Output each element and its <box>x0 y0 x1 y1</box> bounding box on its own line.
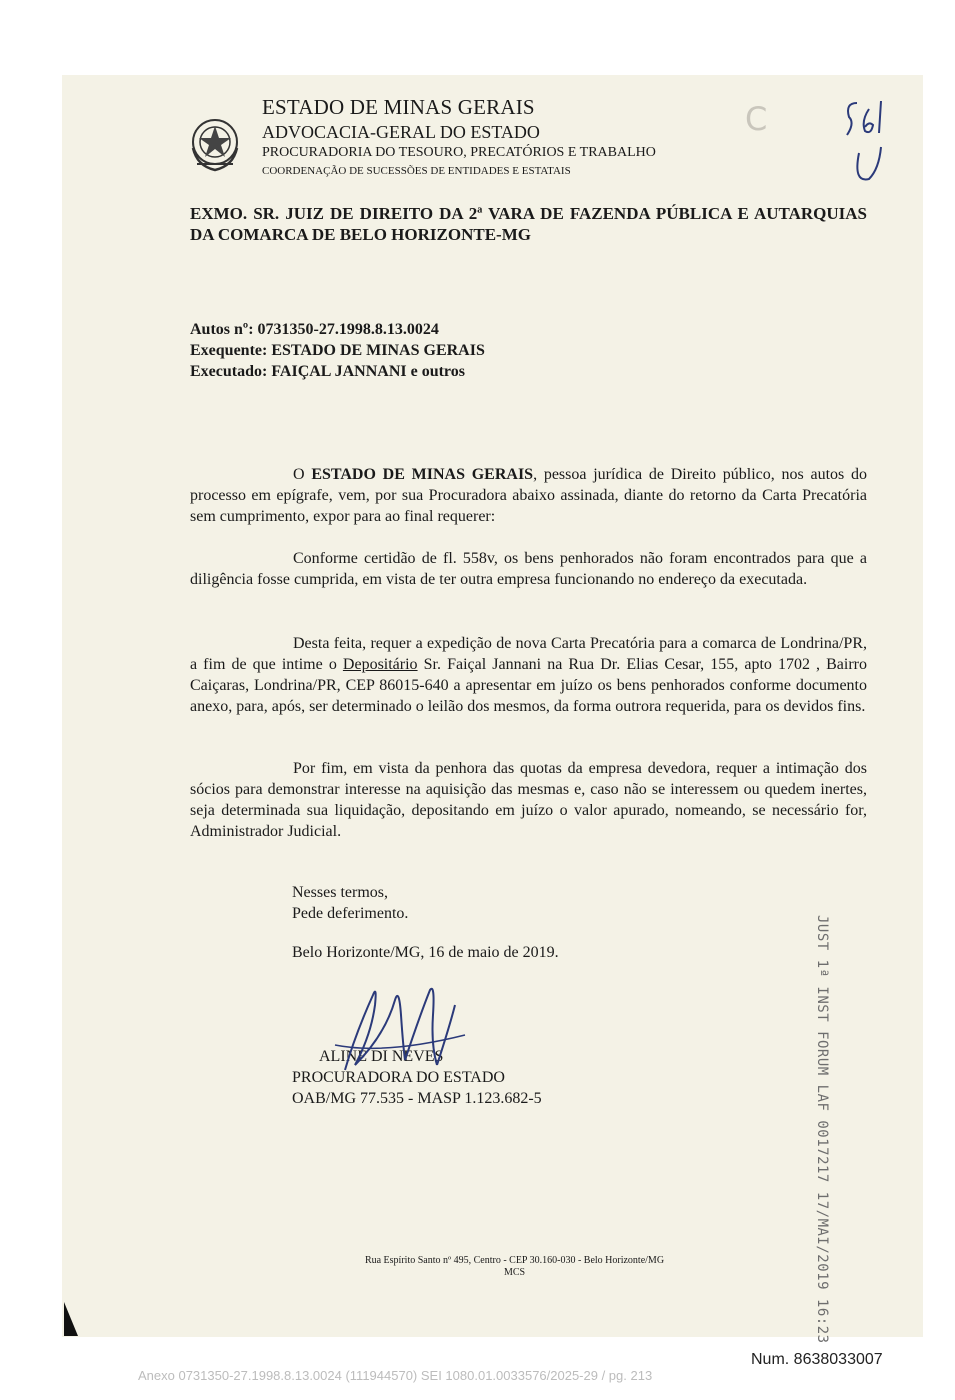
paragraph-final: Por fim, em vista da penhora das quotas da empresa devedora, requer a intimação dos sócios para demonstrar interesse na aquisição das mesmas e, caso não se interessem ou quedem inertes, seja determinada sua liquidação, depositando em juízo o valor apurado, nomeando, se necessário for, Administrador Judicial. <box>190 760 867 840</box>
signer-name: ALINE DI NEVES <box>319 1048 444 1065</box>
protocol-stamp-text: JUST 1ª INST FORUM LAF 0017217 17/MAI/2019 16:23 <box>814 915 830 1344</box>
signer-registration: OAB/MG 77.535 - MASP 1.123.682-5 <box>292 1090 542 1107</box>
intro-rest: , pessoa jurídica de Direito público, nos autos do processo em epígrafe, vem, por sua Procuradora abaixo assinada, diante do retorno da Carta Precatória sem cumprimento, expor para ao final requerer: <box>190 466 867 525</box>
corner-mark-icon <box>62 1300 84 1340</box>
request-depositario: Depositário <box>342 656 418 673</box>
footer <box>62 1255 955 1279</box>
signer-title: PROCURADORA DO ESTADO <box>292 1069 505 1086</box>
document-number: Num. 8638033007 <box>751 1351 883 1368</box>
case-info <box>190 319 485 382</box>
document-date: Belo Horizonte/MG, 16 de maio de 2019. <box>292 944 559 961</box>
handwritten-page-number <box>835 95 895 190</box>
addressee: EXMO. SR. JUIZ DE DIREITO DA 2ª VARA DE FAZENDA PÚBLICA E AUTARQUIAS DA COMARCA DE BELO HORIZONTE-MG <box>190 204 867 244</box>
case-number: Autos nº: 0731350-27.1998.8.13.0024 <box>190 321 439 338</box>
corner-mark: C <box>745 100 768 138</box>
annex-reference: Anexo 0731350-27.1998.8.13.0024 (111944570) SEI 1080.01.0033576/2025-29 / pg. 213 <box>138 1368 653 1383</box>
request-part-a: Desta feita, requer a expedição de nova Carta Precatória para a comarca de Londrina/PR, a fim de que intime o <box>190 635 867 673</box>
coat-of-arms-icon <box>187 114 243 174</box>
letterhead-state: ESTADO DE MINAS GERAIS <box>262 95 535 119</box>
letterhead-coordination: COORDENAÇÃO DE SUCESSÕES DE ENTIDADES E ESTATAIS <box>262 165 571 177</box>
case-defendant: Executado: FAIÇAL JANNANI e outros <box>190 363 465 380</box>
intro-party: ESTADO DE MINAS GERAIS <box>311 466 534 483</box>
intro-lead: O <box>293 466 312 483</box>
handwritten-signature <box>325 975 475 1080</box>
letterhead-agency: ADVOCACIA-GERAL DO ESTADO <box>262 122 540 142</box>
paragraph-intro <box>190 464 867 527</box>
closing-line-2: Pede deferimento. <box>292 905 409 922</box>
paragraph-certidao: Conforme certidão de fl. 558v, os bens penhorados não foram encontrados para que a diligência fosse cumprida, em vista de ter outra empresa funcionando no endereço da executada. <box>190 550 867 588</box>
closing-line-1: Nesses termos, <box>292 884 388 901</box>
letterhead-department: PROCURADORIA DO TESOURO, PRECATÓRIOS E TRABALHO <box>262 145 656 160</box>
paragraph-request <box>190 633 867 717</box>
request-part-b: Sr. Faiçal Jannani na Rua Dr. Elias Cesar, 155, apto 1702 , Bairro Caiçaras, Londrina/PR, CEP 86015-640 a apresentar em juízo os bens penhorados conforme documento anexo, para, após, ser determinado o leilão dos mesmos, da forma outrora requerida, para os devidos fins. <box>190 656 868 715</box>
footer-initials: MCS <box>503 1267 526 1278</box>
footer-address: Rua Espírito Santo nº 495, Centro - CEP 30.160-030 - Belo Horizonte/MG <box>364 1255 665 1266</box>
closing <box>292 882 408 924</box>
case-plaintiff: Exequente: ESTADO DE MINAS GERAIS <box>190 342 485 359</box>
protocol-stamp <box>808 915 832 1344</box>
